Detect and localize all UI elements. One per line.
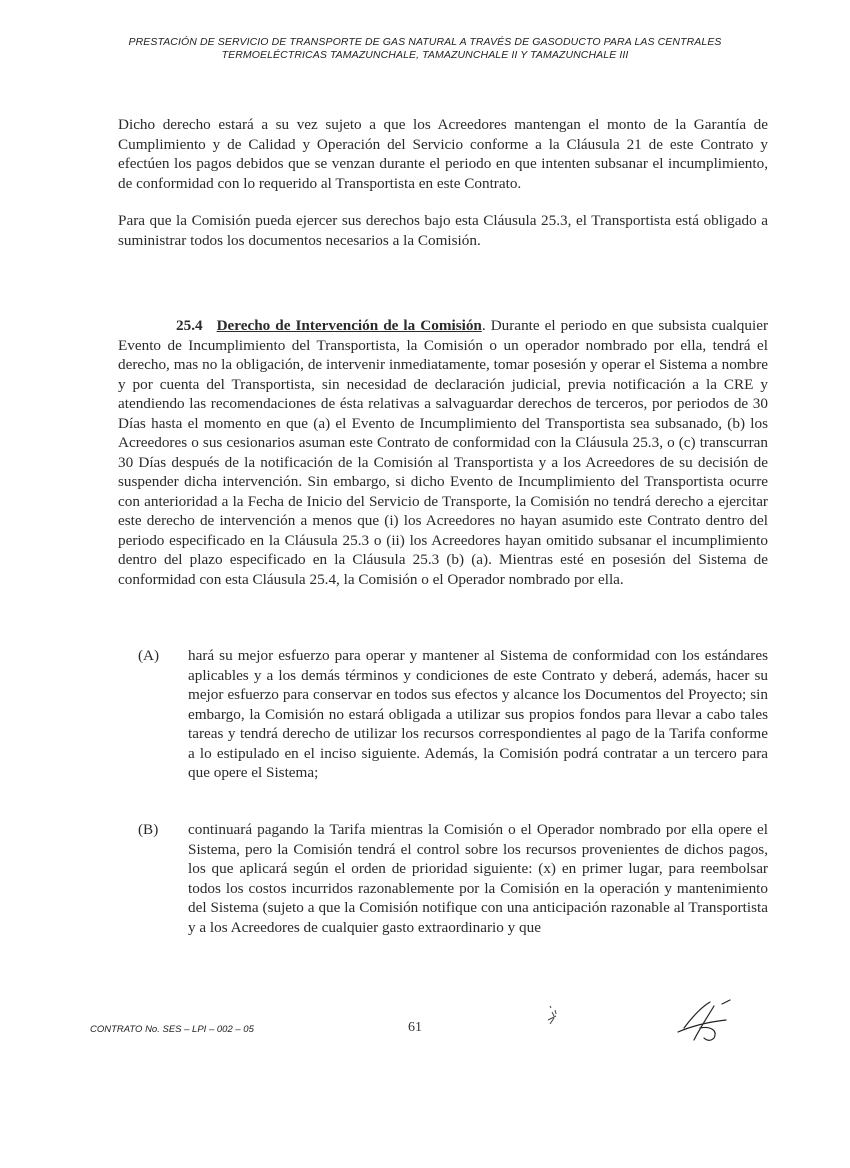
section-body: . Durante el periodo en que subsista cualquier Evento de Incumplimiento del Transportista, la Comisión o un operador nombrado por ella, tendrá el derecho, mas no la obligación, de intervenir inmediatamente, tomar posesión y operar el Sistema a nombre y por cuenta del Transportista, sin necesidad de declaración judicial, previa notificación a la CRE y atendiendo las recomendaciones de ésta relativas a salvaguardar derechos de terceros, por periodos de 30 Días hasta el momento en que (a) el Evento de Incumplimiento del Transportista sea subsanado, (b) los Acreedores o sus cesionarios asuman este Contrato de conformidad con la Cláusula 25.3, o (c) transcurran 30 Días después de la notificación de la Comisión al Transportista y a los Acreedores de su decisión de suspender dicha intervención. Sin embargo, si dicho Evento de Incumplimiento del Transportista ocurre con anterioridad a la Fecha de Inicio del Servicio de Transporte, la Comisión no tendrá derecho a ejercitar este derecho de intervención a menos que (i) los Acreedores no hayan asumido este Contrato dentro del periodo especificado en la Cláusula 25.3 o (ii) los Acreedores hayan omitido subsanar el incumplimiento dentro del plazo especificado en la Cláusula 25.3 (b) (a). Mientras esté en posesión del Sistema de conformidad con esta Cláusula 25.4, la Comisión o el Operador nombrado por ella.: [118, 317, 769, 588]
list-item-label: (B): [138, 821, 159, 838]
page-number: 61: [408, 1020, 422, 1035]
contract-number: CONTRATO No. SES – LPI – 002 – 05: [90, 1024, 254, 1035]
section-number: 25.4: [176, 317, 203, 334]
paragraph-documents: Para que la Comisión pueda ejercer sus derechos bajo esta Cláusula 25.3, el Transportista está obligado a suministrar todos los documentos necesarios a la Comisión.: [118, 212, 768, 249]
paragraph-guarantee: Dicho derecho estará a su vez sujeto a que los Acreedores mantengan el monto de la Garantía de Cumplimiento y de Calidad y Operación del Servicio conforme a la Cláusula 21 de este Contrato y efectúen los pagos debidos que se venzan durante el periodo en que intenten subsanar el incumplimiento, de conformidad con lo requerido al Transportista en este Contrato.: [118, 116, 768, 192]
header-line-2: TERMOELÉCTRICAS TAMAZUNCHALE, TAMAZUNCHALE II Y TAMAZUNCHALE III: [221, 49, 629, 61]
list-item-label: (A): [138, 647, 160, 664]
section-25-4: [118, 316, 768, 589]
list-item-b: [138, 820, 768, 937]
header-line-1: PRESTACIÓN DE SERVICIO DE TRANSPORTE DE GAS NATURAL A TRAVÉS DE GASODUCTO PARA LAS CENTRALES: [128, 36, 722, 48]
section-title: Derecho de Intervención de la Comisión: [216, 317, 482, 334]
handwritten-initial-icon: [538, 1002, 568, 1032]
list-item-text: hará su mejor esfuerzo para operar y mantener al Sistema de conformidad con los estándares aplicables y a los demás términos y condiciones de este Contrato y deberá, además, hacer su mejor esfuerzo para conservar en todos sus efectos y alcance los Documentos del Proyecto; sin embargo, la Comisión no estará obligada a utilizar sus propios fondos para llevar a cabo tales tareas y tendrá derecho de utilizar los recursos correspondientes al pago de la Tarifa conforme a lo estipulado en el inciso siguiente. Además, la Comisión podrá contratar a un tercero para que opere el Sistema;: [188, 647, 768, 781]
list-item-text: continuará pagando la Tarifa mientras la Comisión o el Operador nombrado por ella opere el Sistema, pero la Comisión tendrá el control sobre los recursos provenientes de dichos pagos, los que aplicará según el orden de prioridad siguiente: (x) en primer lugar, para reembolsar todos los costos incurridos razonablemente por la Comisión en la operación y mantenimiento del Sistema (sujeto a que la Comisión notifique con una anticipación razonable al Transportista y a los Acreedores de cualquier gasto extraordinario y que: [188, 821, 768, 936]
list-item-a: [138, 646, 768, 783]
document-header: [60, 36, 790, 62]
signature-icon: [670, 998, 740, 1048]
